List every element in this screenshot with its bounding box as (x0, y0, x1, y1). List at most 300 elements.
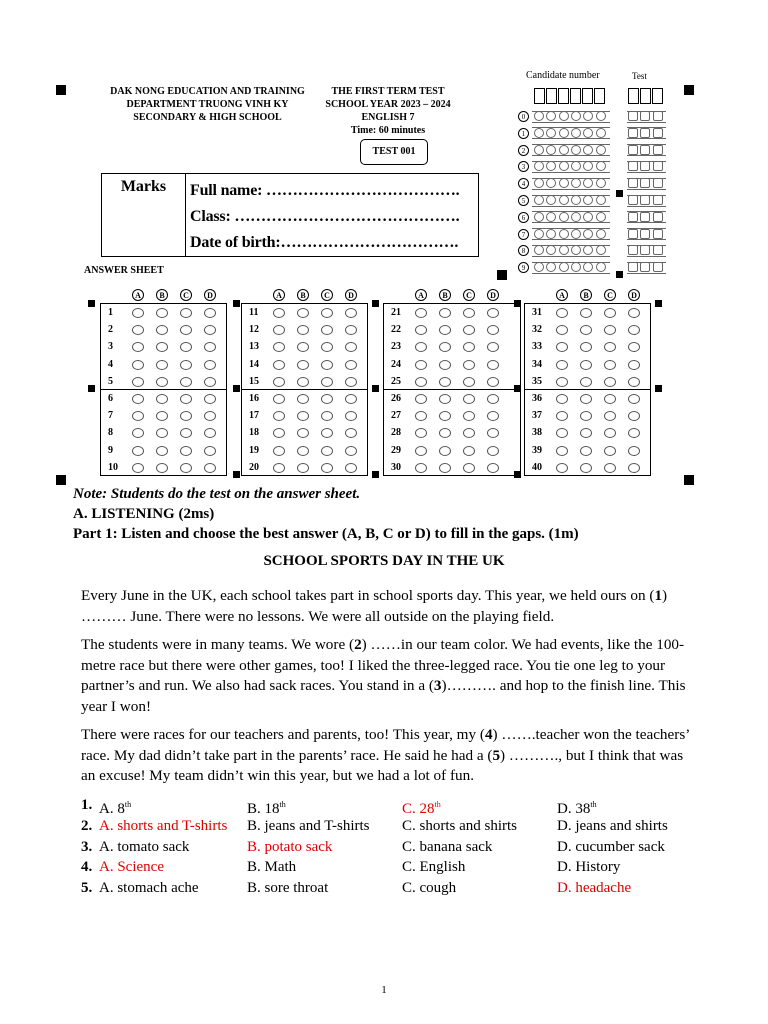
answer-bubble[interactable] (487, 377, 499, 387)
answer-bubble[interactable] (463, 360, 475, 370)
candidate-bubble[interactable] (559, 178, 569, 188)
option-letter-c: C (463, 289, 475, 301)
option-text: A. stomach ache (99, 880, 199, 897)
test-bubble[interactable] (640, 195, 650, 205)
option-text: A. tomato sack (99, 838, 190, 855)
option-text: B. sore throat (247, 880, 329, 897)
registration-mark (233, 471, 240, 478)
answer-bubble[interactable] (273, 394, 285, 404)
test-bubble[interactable] (640, 178, 650, 188)
test-bubble[interactable] (640, 111, 650, 121)
test-bubble[interactable] (653, 145, 663, 155)
test-bubble[interactable] (628, 212, 638, 222)
candidate-bubble[interactable] (596, 111, 606, 121)
answer-sheet-title: ANSWER SHEET (84, 265, 164, 276)
option-text: C. cough (402, 880, 457, 897)
candidate-digit-box[interactable] (534, 88, 545, 104)
answer-bubble[interactable] (556, 463, 568, 473)
answer-bubble[interactable] (580, 377, 592, 387)
question-number: 2. (81, 817, 93, 834)
option-text: C. English (402, 859, 466, 876)
question-number: 22 (391, 324, 401, 336)
test-bubble[interactable] (653, 229, 663, 239)
option-text: B. Math (247, 859, 297, 876)
answer-bubble[interactable] (580, 308, 592, 318)
answer-bubble[interactable] (180, 394, 192, 404)
option-letter-d: D (628, 289, 640, 301)
gap-number: 2 (354, 636, 362, 653)
answer-bubble[interactable] (156, 377, 168, 387)
candidate-bubble[interactable] (571, 229, 581, 239)
passage-paragraph-3 (81, 725, 701, 787)
test-bubble[interactable] (628, 161, 638, 171)
question-number: 8 (108, 427, 113, 439)
answer-option[interactable] (557, 878, 631, 898)
question-number: 40 (532, 461, 542, 473)
test-bubble[interactable] (640, 145, 650, 155)
answer-bubble[interactable] (297, 360, 309, 370)
candidate-bubble[interactable] (596, 195, 606, 205)
test-line: Time: 60 minutes (350, 125, 426, 136)
answer-option[interactable] (247, 837, 332, 857)
answer-option[interactable] (247, 816, 370, 836)
test-line: THE FIRST TERM TEST (331, 86, 445, 97)
digit-label: 0 (518, 111, 529, 122)
question-number: 31 (532, 307, 542, 318)
answer-bubble[interactable] (297, 446, 309, 456)
question-number: 35 (532, 375, 542, 387)
candidate-bubble[interactable] (559, 111, 569, 121)
answer-bubble[interactable] (439, 446, 451, 456)
test-line: ENGLISH 7 (361, 112, 415, 123)
candidate-bubble[interactable] (559, 161, 569, 171)
option-text: C. shorts and shirts (402, 817, 518, 834)
candidate-bubble[interactable] (559, 262, 569, 272)
candidate-bubble[interactable] (571, 212, 581, 222)
ordinal-suffix: th (590, 800, 597, 809)
test-bubble[interactable] (640, 161, 650, 171)
passage-text: ) …….teacher won the teachers’ race. My dad didn’t take part in the parents’ race. He said he had a ( (81, 726, 690, 764)
candidate-bubble[interactable] (559, 145, 569, 155)
test-bubble[interactable] (640, 229, 650, 239)
answer-bubble[interactable] (297, 394, 309, 404)
answer-option[interactable] (99, 837, 189, 857)
option-letter-d: D (345, 289, 357, 301)
answer-bubble[interactable] (415, 308, 427, 318)
question-number: 37 (532, 410, 542, 422)
candidate-bubble[interactable] (596, 178, 606, 188)
answer-bubble[interactable] (180, 463, 192, 473)
answer-bubble[interactable] (604, 377, 616, 387)
answer-bubble[interactable] (463, 394, 475, 404)
registration-mark (88, 300, 95, 307)
answer-bubble[interactable] (204, 463, 216, 473)
answer-option[interactable] (402, 878, 456, 898)
answer-bubble[interactable] (321, 394, 333, 404)
answer-bubble[interactable] (580, 360, 592, 370)
registration-mark (372, 385, 379, 392)
question-number: 19 (249, 444, 259, 456)
answer-bubble[interactable] (556, 377, 568, 387)
test-bubble[interactable] (628, 262, 638, 272)
option-text: D. 38 (557, 801, 591, 817)
answer-option[interactable] (247, 878, 328, 898)
answer-option[interactable] (557, 837, 665, 857)
option-letter-b: B (297, 289, 309, 301)
answer-bubble[interactable] (439, 377, 451, 387)
answer-bubble[interactable] (415, 394, 427, 404)
candidate-bubble[interactable] (596, 145, 606, 155)
answer-bubble[interactable] (180, 360, 192, 370)
answer-bubble[interactable] (132, 360, 144, 370)
page-number: 1 (381, 984, 387, 996)
candidate-digit-box[interactable] (594, 88, 605, 104)
registration-mark (372, 471, 379, 478)
option-text: A. shorts and T-shirts (99, 817, 228, 834)
candidate-bubble[interactable] (596, 161, 606, 171)
answer-bubble[interactable] (415, 360, 427, 370)
answer-bubble[interactable] (156, 308, 168, 318)
section-listening: A. LISTENING (2ms) (73, 506, 215, 522)
answer-bubble[interactable] (628, 360, 640, 370)
option-letter-c: C (604, 289, 616, 301)
option-text: D. cucumber sack (557, 838, 665, 855)
answer-bubble[interactable] (628, 308, 640, 318)
answer-bubble[interactable] (487, 360, 499, 370)
passage-text: )………. and hop to the finish line. This year I won! (81, 677, 686, 715)
answer-bubble[interactable] (415, 463, 427, 473)
part1-instructions: Part 1: Listen and choose the best answer (A, B, C or D) to fill in the gaps. (1m) (73, 526, 579, 542)
option-text: A. 8 (99, 801, 125, 817)
answer-bubble[interactable] (132, 394, 144, 404)
registration-mark (616, 271, 623, 278)
question-number: 20 (249, 461, 259, 473)
ordinal-suffix: th (434, 800, 441, 809)
test-bubble[interactable] (640, 262, 650, 272)
gap-number: 4 (484, 726, 493, 743)
test-code-box: TEST 001 (360, 139, 428, 165)
test-line: SCHOOL YEAR 2023 – 2024 (325, 99, 451, 110)
candidate-bubble[interactable] (559, 128, 569, 138)
passage-text: Every June in the UK, each school takes part in school sports day. This year, we held ours on ( (81, 587, 655, 604)
candidate-bubble[interactable] (583, 212, 593, 222)
gap-number: 5 (492, 746, 501, 764)
answer-bubble[interactable] (580, 463, 592, 473)
answer-bubble[interactable] (604, 394, 616, 404)
test-bubble[interactable] (653, 245, 663, 255)
candidate-bubble[interactable] (571, 145, 581, 155)
answer-bubble[interactable] (345, 308, 357, 318)
test-bubble[interactable] (628, 128, 638, 138)
question-number: 10 (108, 461, 118, 473)
answer-bubble[interactable] (180, 377, 192, 387)
candidate-digit-box[interactable] (558, 88, 569, 104)
test-bubble[interactable] (628, 178, 638, 188)
answer-bubble[interactable] (487, 446, 499, 456)
test-bubble[interactable] (628, 229, 638, 239)
answer-bubble[interactable] (345, 446, 357, 456)
option-text: A. Science (99, 859, 164, 876)
registration-mark (88, 385, 95, 392)
test-bubble[interactable] (653, 161, 663, 171)
answer-bubble[interactable] (439, 463, 451, 473)
candidate-digit-box[interactable] (570, 88, 581, 104)
test-bubble[interactable] (640, 212, 650, 222)
option-text: D. jeans and shirts (557, 817, 668, 834)
answer-option[interactable] (247, 857, 296, 877)
passage-text: ) ……… June. There were no lessons. We were all outside on the playing field. (81, 587, 668, 625)
passage-text: ) ……in our team color. We had events, like the 100-metre race but there were other games, too! I liked the three-legged race. You tie one leg to your partner’s and run. We also had sack races. You stand in a ( (81, 636, 685, 694)
date-of-birth-field[interactable]: Date of birth:……………………………. (190, 234, 459, 251)
passage-text: ) ………., but I think that was an excuse! My team didn’t win this year, but we had a lot of fun. (81, 746, 684, 784)
answer-bubble[interactable] (463, 446, 475, 456)
answer-option[interactable] (99, 878, 199, 898)
candidate-number-title: Candidate number (526, 70, 600, 81)
school-line: SECONDARY & HIGH SCHOOL (133, 112, 282, 123)
answer-bubble[interactable] (628, 446, 640, 456)
candidate-bubble[interactable] (596, 229, 606, 239)
answer-bubble[interactable] (132, 377, 144, 387)
candidate-bubble[interactable] (534, 111, 544, 121)
answer-option[interactable] (402, 816, 517, 836)
answer-bubble[interactable] (487, 463, 499, 473)
school-line: DEPARTMENT TRUONG VINH KY (126, 99, 289, 110)
answer-bubble[interactable] (556, 394, 568, 404)
candidate-digit-box[interactable] (546, 88, 557, 104)
answer-bubble[interactable] (204, 394, 216, 404)
answer-bubble[interactable] (132, 308, 144, 318)
answer-bubble[interactable] (273, 377, 285, 387)
answer-bubble[interactable] (628, 377, 640, 387)
passage-title: SCHOOL SPORTS DAY IN THE UK (263, 553, 505, 569)
candidate-bubble[interactable] (559, 212, 569, 222)
candidate-bubble[interactable] (596, 245, 606, 255)
answer-bubble[interactable] (273, 463, 285, 473)
test-bubble[interactable] (640, 128, 650, 138)
answer-bubble[interactable] (273, 446, 285, 456)
answer-bubble[interactable] (439, 394, 451, 404)
answer-bubble[interactable] (415, 377, 427, 387)
candidate-bubble[interactable] (534, 195, 544, 205)
option-letter-c: C (321, 289, 333, 301)
answer-option[interactable] (99, 857, 164, 877)
option-text: B. potato sack (247, 838, 333, 855)
answer-bubble[interactable] (556, 308, 568, 318)
answer-bubble[interactable] (321, 377, 333, 387)
question-number: 32 (532, 324, 542, 336)
answer-bubble[interactable] (628, 463, 640, 473)
answer-bubble[interactable] (204, 377, 216, 387)
answer-bubble[interactable] (487, 308, 499, 318)
candidate-bubble[interactable] (534, 212, 544, 222)
option-letter-d: D (487, 289, 499, 301)
candidate-bubble[interactable] (571, 111, 581, 121)
candidate-bubble[interactable] (596, 262, 606, 272)
registration-mark (655, 385, 662, 392)
test-bubble[interactable] (628, 195, 638, 205)
candidate-bubble[interactable] (571, 195, 581, 205)
test-bubble[interactable] (628, 145, 638, 155)
answer-bubble[interactable] (604, 446, 616, 456)
ordinal-suffix: th (124, 800, 132, 809)
question-number: 1 (108, 307, 113, 318)
test-bubble[interactable] (628, 245, 638, 255)
answer-bubble[interactable] (180, 308, 192, 318)
test-bubble[interactable] (653, 212, 663, 222)
option-text: B. jeans and T-shirts (247, 817, 370, 834)
question-number: 5 (108, 375, 113, 387)
question-number: 24 (391, 358, 401, 370)
question-number: 15 (249, 375, 259, 387)
question-number: 6 (108, 393, 113, 404)
question-number: 38 (532, 427, 542, 439)
candidate-digit-box[interactable] (582, 88, 593, 104)
question-number: 25 (391, 375, 401, 387)
registration-mark (684, 85, 694, 95)
candidate-bubble[interactable] (559, 245, 569, 255)
question-number: 29 (391, 444, 401, 456)
candidate-bubble[interactable] (534, 229, 544, 239)
answer-option[interactable] (557, 816, 668, 836)
answer-bubble[interactable] (345, 360, 357, 370)
option-letter-b: B (439, 289, 451, 301)
answer-bubble[interactable] (321, 463, 333, 473)
answer-bubble[interactable] (321, 446, 333, 456)
answer-bubble[interactable] (345, 463, 357, 473)
answer-bubble[interactable] (415, 446, 427, 456)
question-number: 34 (532, 358, 542, 370)
answer-bubble[interactable] (604, 360, 616, 370)
registration-mark (655, 300, 662, 307)
answer-bubble[interactable] (345, 394, 357, 404)
test-bubble[interactable] (653, 128, 663, 138)
question-number: 28 (391, 427, 401, 439)
test-bubble[interactable] (628, 111, 638, 121)
answer-bubble[interactable] (156, 463, 168, 473)
candidate-bubble[interactable] (559, 229, 569, 239)
candidate-bubble[interactable] (583, 145, 593, 155)
question-number: 3 (108, 341, 113, 353)
answer-bubble[interactable] (273, 360, 285, 370)
question-number: 39 (532, 444, 542, 456)
candidate-bubble[interactable] (583, 128, 593, 138)
answer-bubble[interactable] (156, 446, 168, 456)
full-name-field[interactable]: Full name: ………………………………. (190, 182, 460, 199)
candidate-bubble[interactable] (596, 128, 606, 138)
test-bubble[interactable] (653, 262, 663, 272)
answer-option[interactable] (402, 837, 492, 857)
answer-bubble[interactable] (580, 446, 592, 456)
answer-bubble[interactable] (297, 463, 309, 473)
school-line: DAK NONG EDUCATION AND TRAINING (110, 86, 305, 97)
question-number: 11 (249, 307, 259, 318)
question-number: 17 (249, 410, 259, 422)
test-bubble[interactable] (653, 178, 663, 188)
option-letter-b: B (580, 289, 592, 301)
answer-bubble[interactable] (556, 446, 568, 456)
option-text: D. headache (557, 880, 632, 897)
ordinal-suffix: th (279, 800, 286, 809)
answer-bubble[interactable] (487, 394, 499, 404)
question-number: 21 (391, 307, 401, 318)
answer-bubble[interactable] (297, 377, 309, 387)
candidate-bubble[interactable] (534, 145, 544, 155)
passage-paragraph-1 (81, 586, 701, 627)
class-field[interactable]: Class: ……………………………………. (190, 208, 460, 225)
candidate-bubble[interactable] (534, 128, 544, 138)
digit-label: 4 (518, 178, 529, 189)
candidate-bubble[interactable] (559, 195, 569, 205)
answer-bubble[interactable] (180, 446, 192, 456)
test-digit-box[interactable] (628, 88, 639, 104)
question-number: 3. (81, 838, 93, 855)
answer-option[interactable] (402, 857, 465, 877)
panel-divider (242, 389, 367, 390)
option-text: B. 18 (247, 801, 280, 817)
answer-bubble[interactable] (628, 394, 640, 404)
answer-bubble[interactable] (463, 463, 475, 473)
digit-label: 8 (518, 245, 529, 256)
answer-bubble[interactable] (321, 360, 333, 370)
candidate-bubble[interactable] (546, 229, 556, 239)
test-bubble[interactable] (640, 245, 650, 255)
test-bubble[interactable] (653, 111, 663, 121)
passage-text: The students were in many teams. We wore ( (81, 636, 355, 653)
question-number: 7 (108, 410, 113, 422)
digit-label: 9 (518, 262, 529, 273)
option-text: C. banana sack (402, 838, 493, 855)
candidate-bubble[interactable] (571, 128, 581, 138)
answer-bubble[interactable] (463, 377, 475, 387)
answer-bubble[interactable] (345, 377, 357, 387)
answer-bubble[interactable] (604, 463, 616, 473)
question-number: 14 (249, 358, 259, 370)
registration-mark (372, 300, 379, 307)
registration-mark (233, 300, 240, 307)
passage-paragraph-2 (81, 635, 701, 717)
answer-bubble[interactable] (580, 394, 592, 404)
candidate-bubble[interactable] (583, 229, 593, 239)
answer-bubble[interactable] (132, 463, 144, 473)
answer-option[interactable] (99, 816, 227, 836)
answer-bubble[interactable] (321, 308, 333, 318)
test-bubble[interactable] (653, 195, 663, 205)
answer-bubble[interactable] (439, 360, 451, 370)
candidate-bubble[interactable] (596, 212, 606, 222)
question-number: 4 (108, 358, 113, 370)
answer-bubble[interactable] (463, 308, 475, 318)
answer-bubble[interactable] (156, 360, 168, 370)
marks-cell (102, 174, 186, 256)
answer-bubble[interactable] (204, 308, 216, 318)
answer-bubble[interactable] (204, 360, 216, 370)
answer-bubble[interactable] (132, 446, 144, 456)
question-number: 4. (81, 859, 93, 876)
answer-bubble[interactable] (156, 394, 168, 404)
answer-bubble[interactable] (439, 308, 451, 318)
answer-bubble[interactable] (556, 360, 568, 370)
answer-bubble[interactable] (297, 308, 309, 318)
test-digit-box[interactable] (640, 88, 651, 104)
answer-bubble[interactable] (604, 308, 616, 318)
question-number: 30 (391, 461, 401, 473)
test-digit-box[interactable] (652, 88, 663, 104)
panel-divider (525, 389, 650, 390)
answer-bubble[interactable] (204, 446, 216, 456)
answer-bubble[interactable] (273, 308, 285, 318)
candidate-bubble[interactable] (546, 145, 556, 155)
answer-option[interactable] (557, 857, 620, 877)
